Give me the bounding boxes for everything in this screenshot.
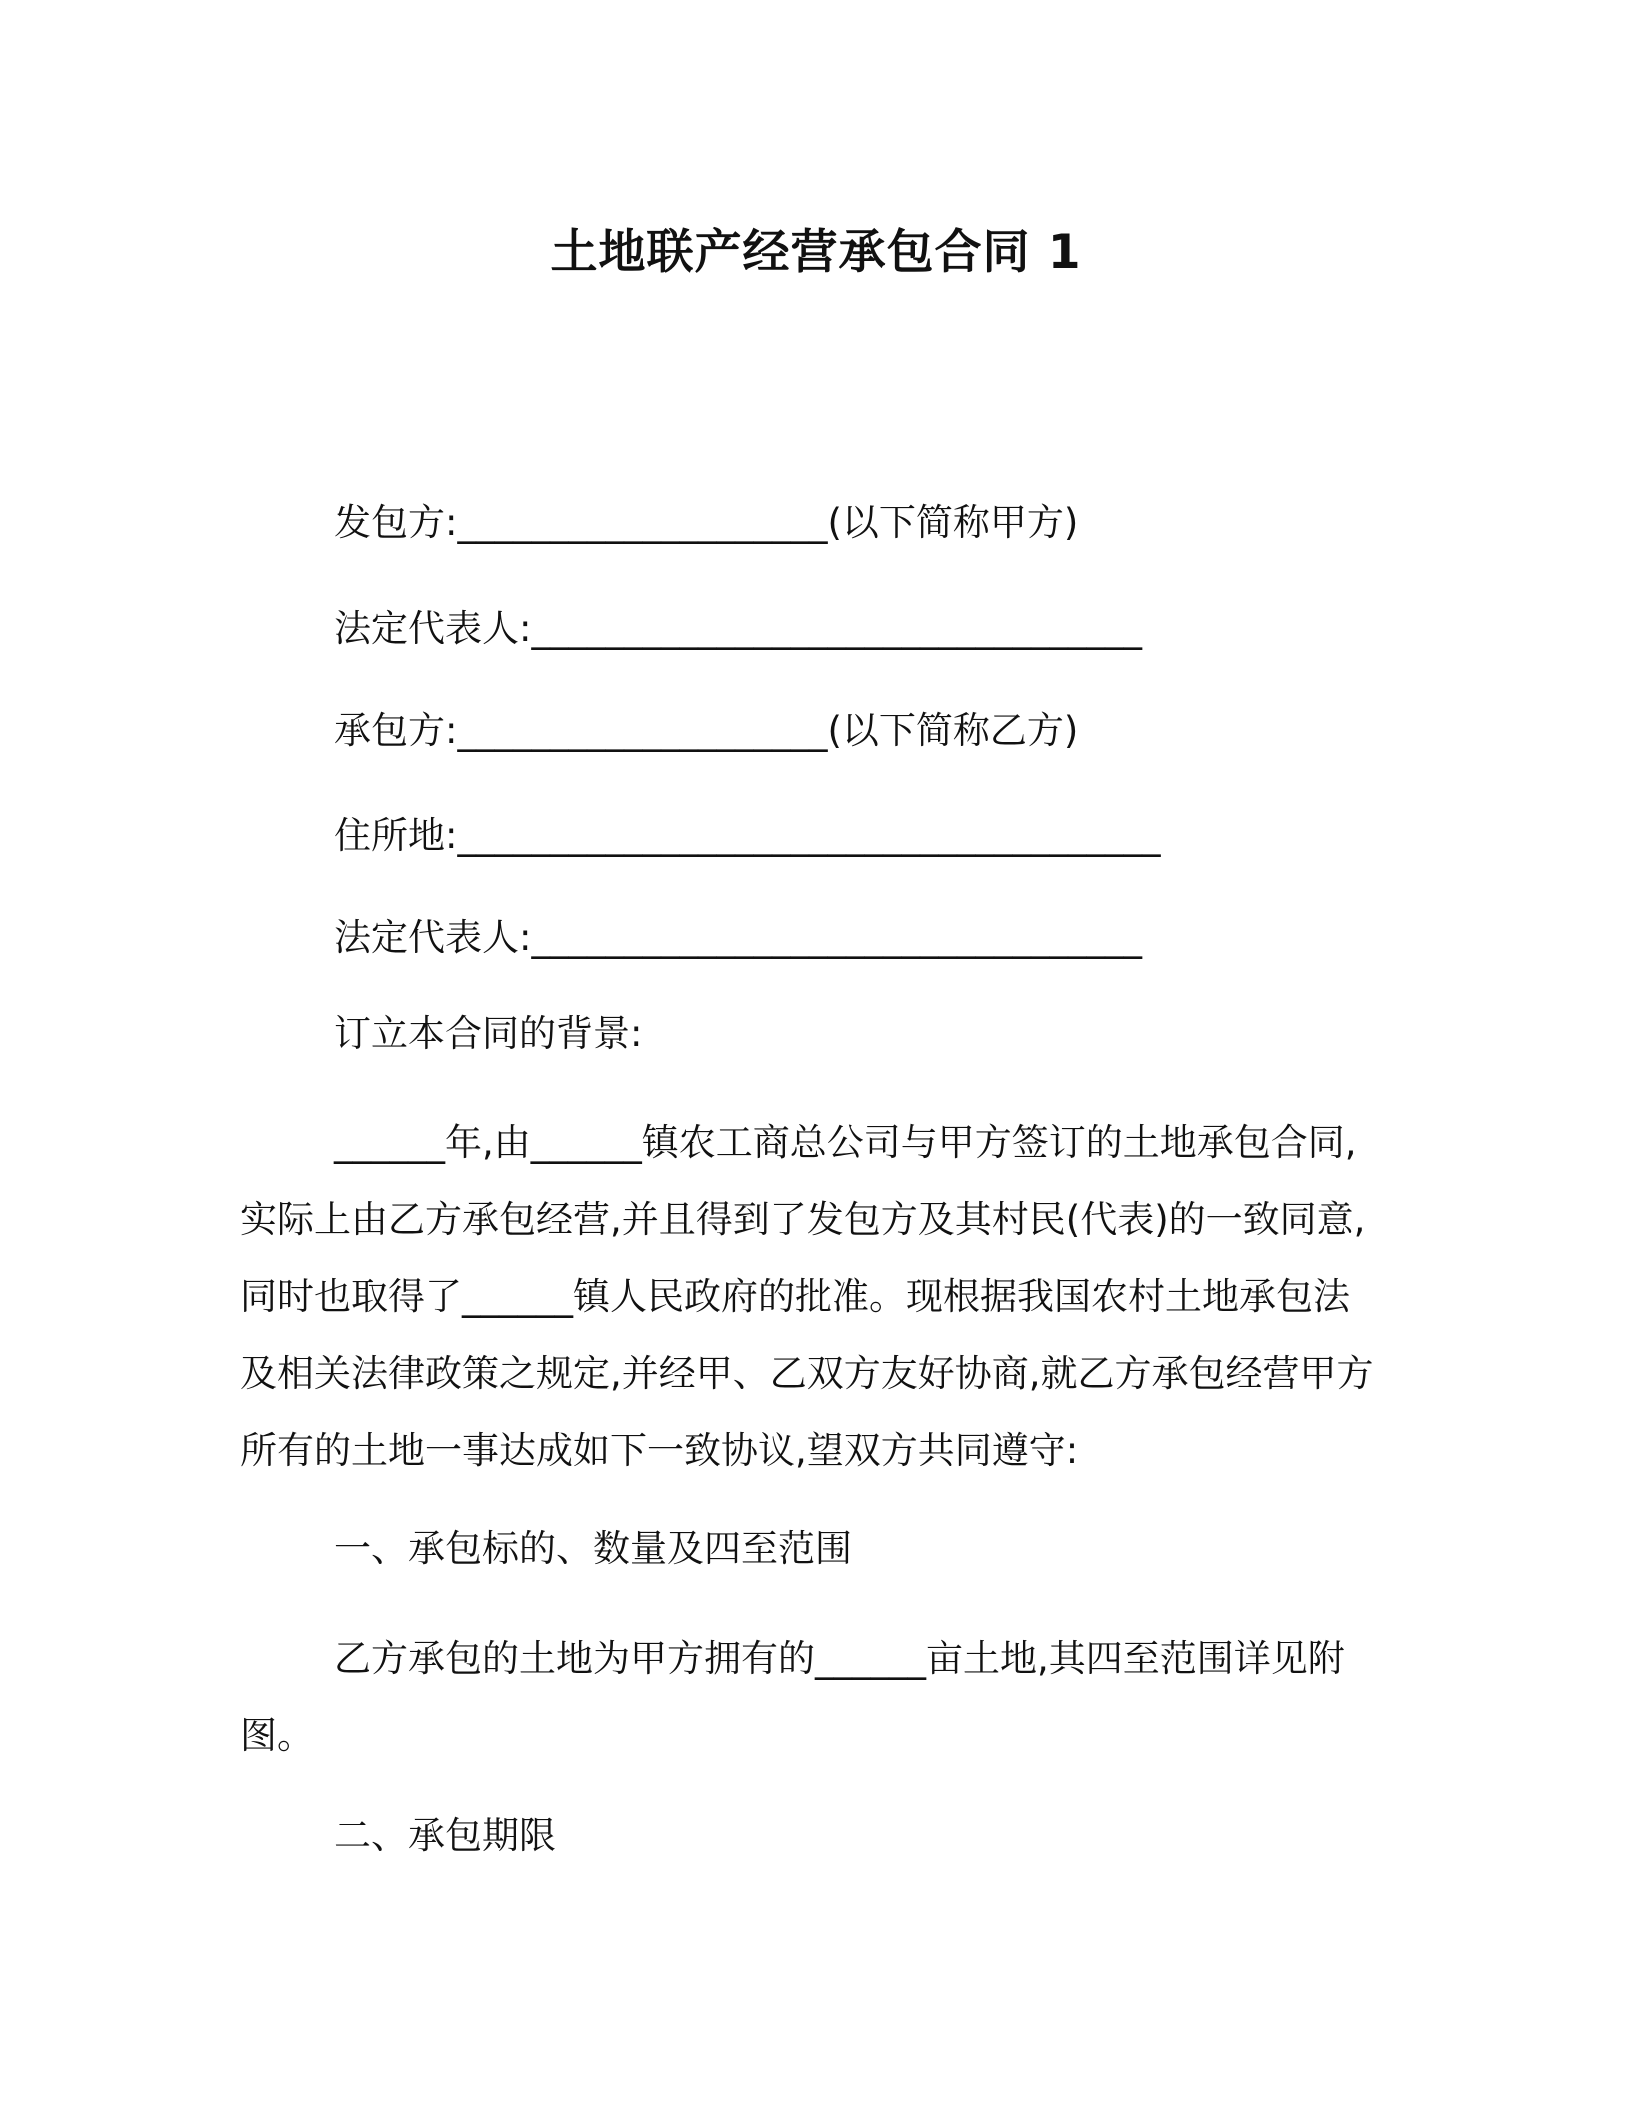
party-b-field: 承包方:____________________(以下简称乙方) — [334, 709, 1079, 752]
paragraph-line: ______年,由______镇农工商总公司与甲方签订的土地承包合同, — [334, 1121, 1357, 1164]
party-b-representative-field: 法定代表人:_________________________________ — [334, 916, 1142, 959]
paragraph-line: 所有的土地一事达成如下一致协议,望双方共同遵守: — [240, 1429, 1079, 1472]
party-a-field: 发包方:____________________(以下简称甲方) — [334, 501, 1079, 544]
residence-field: 住所地:______________________________________ — [334, 814, 1161, 857]
section-1-heading: 一、承包标的、数量及四至范围 — [334, 1527, 852, 1570]
document-title: 土地联产经营承包合同 1 — [550, 225, 1082, 280]
section-1-paragraph — [240, 1620, 1395, 1774]
section-2-heading: 二、承包期限 — [334, 1814, 556, 1857]
paragraph-line: 实际上由乙方承包经营,并且得到了发包方及其村民(代表)的一致同意, — [240, 1198, 1366, 1241]
paragraph-line: 图。 — [240, 1714, 314, 1757]
paragraph-line: 乙方承包的土地为甲方拥有的______亩土地,其四至范围详见附 — [334, 1637, 1345, 1680]
paragraph-line: 及相关法律政策之规定,并经甲、乙双方友好协商,就乙方承包经营甲方 — [240, 1352, 1374, 1395]
background-heading: 订立本合同的背景: — [334, 1012, 643, 1055]
paragraph-line: 同时也取得了______镇人民政府的批准。现根据我国农村土地承包法 — [240, 1275, 1350, 1318]
party-a-representative-field: 法定代表人:_________________________________ — [334, 607, 1142, 650]
background-paragraph — [240, 1104, 1395, 1489]
